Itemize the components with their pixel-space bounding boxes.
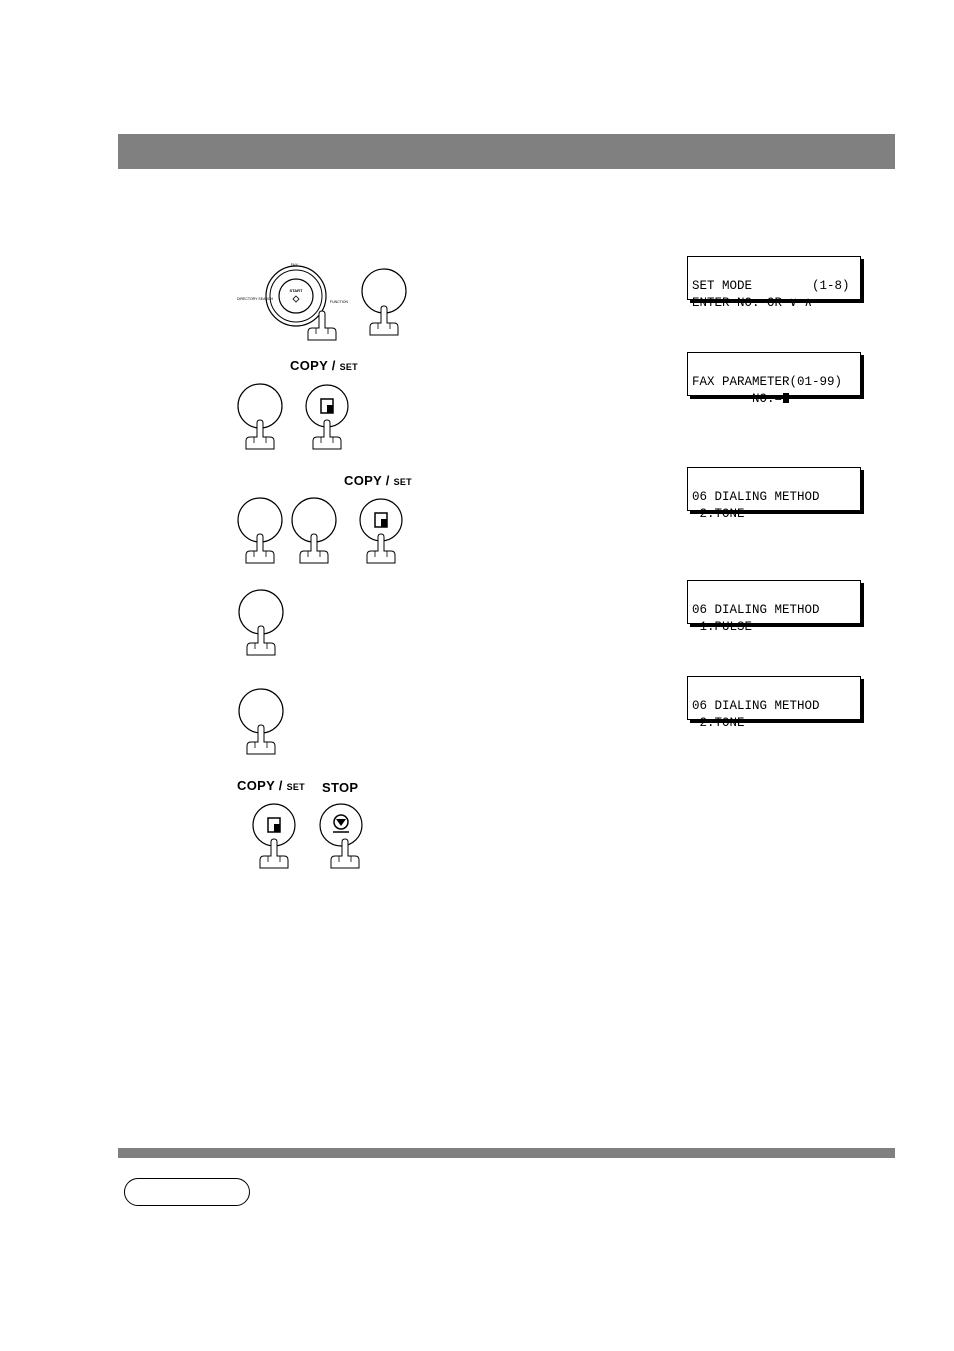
copy-set-label: COPY / SET — [237, 778, 305, 793]
copy-set-label: COPY / SET — [290, 358, 358, 373]
lcd-line-2: NO.= — [692, 392, 783, 406]
lcd-line-1: SET MODE (1-8) — [692, 279, 850, 293]
numeric-key — [239, 689, 283, 754]
lcd-line-1: FAX PARAMETER(01-99) — [692, 375, 843, 389]
numeric-key — [292, 498, 336, 563]
lcd-line-1: 06 DIALING METHOD — [692, 490, 820, 504]
function-key — [362, 269, 406, 335]
lcd-line-1: 06 DIALING METHOD — [692, 699, 820, 713]
numeric-key — [238, 384, 282, 449]
copy-set-key — [253, 804, 295, 868]
copy-set-key — [360, 499, 402, 563]
control-dial-panel — [237, 263, 348, 340]
numeric-key — [239, 590, 283, 655]
numeric-key — [238, 498, 282, 563]
lcd-line-2: 1:PULSE — [692, 620, 753, 634]
stop-key — [320, 804, 362, 868]
directory-search-text: DIRECTORY SEARCH — [237, 297, 273, 301]
start-key-text: START — [289, 288, 303, 293]
redial-text: FAX/... — [290, 263, 302, 267]
lcd-line-2: 2:TONE — [692, 716, 745, 730]
stop-label: STOP — [322, 780, 359, 795]
lcd-line-1: 06 DIALING METHOD — [692, 603, 820, 617]
lcd-line-2: ENTER NO. OR ∨ ∧ — [692, 296, 813, 310]
function-text: FUNCTION — [329, 300, 349, 304]
copy-set-key — [306, 385, 348, 449]
copy-set-label: COPY / SET — [344, 473, 412, 488]
lcd-line-2: 2:TONE — [692, 507, 745, 521]
